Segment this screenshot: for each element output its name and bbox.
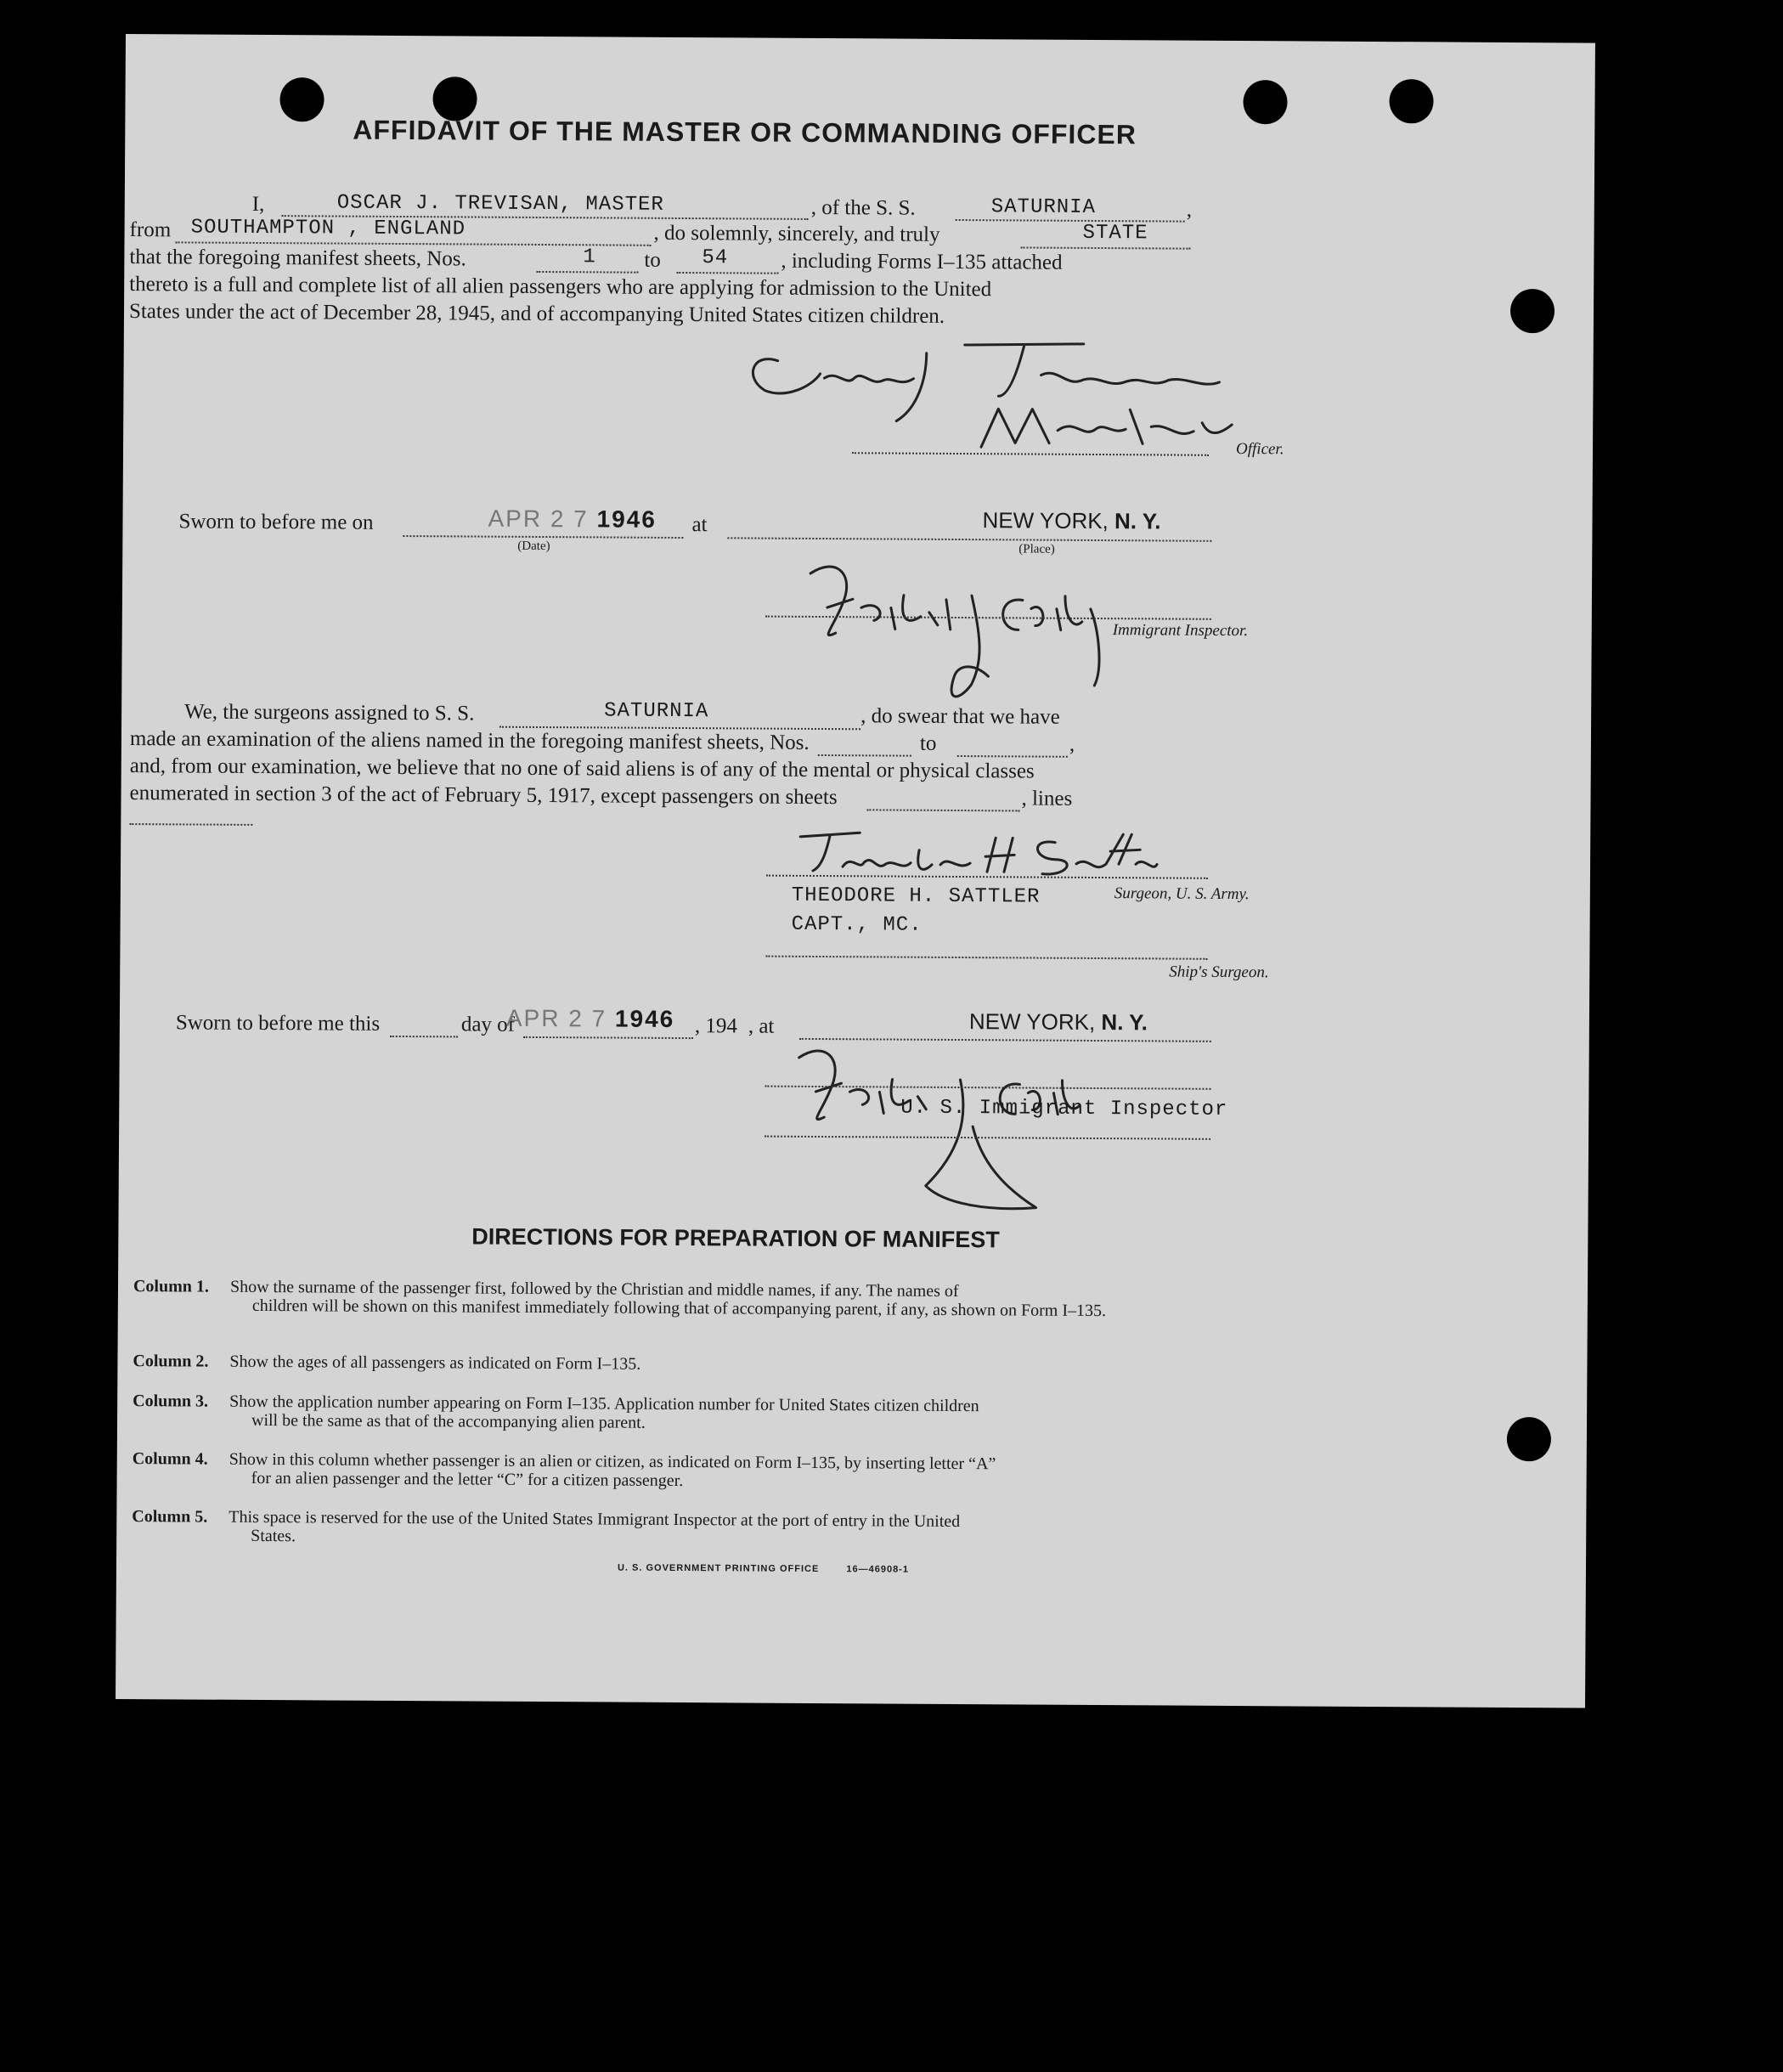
column-4-rest: for an alien passenger and the letter “C” for a citizen passenger. — [251, 1468, 684, 1491]
column-3-rest: will be the same as that of the accompanying alien parent. — [251, 1410, 646, 1432]
text-from: from — [129, 218, 172, 242]
punch-hole — [279, 77, 324, 121]
inspector-signature-2 — [789, 1032, 1155, 1222]
text-examination: made an examination of the aliens named in the foregoing manifest sheets, Nos. — [129, 727, 810, 754]
place-stamp-2-state: N. Y. — [1101, 1009, 1148, 1036]
sheet-from-field: 1 — [583, 246, 596, 269]
text-i: I, — [251, 192, 265, 217]
text-no-one-aliens: and, from our examination, we believe that no one of said aliens is of any of the mental or physical classes — [129, 754, 1035, 783]
column-2-line: Show the ages of all passengers as indicated on Form I–135. — [229, 1352, 641, 1374]
punch-hole — [1243, 80, 1287, 124]
surgeon-ship-field: SATURNIA — [604, 699, 709, 724]
us-immigrant-inspector-title: U. S. Immigrant Inspector — [900, 1096, 1228, 1121]
surgeon-name: THEODORE H. SATTLER — [791, 884, 1041, 909]
officer-label: Officer. — [1235, 439, 1284, 459]
column-3-text — [229, 1392, 1215, 1436]
departure-port-field: SOUTHAMPTON , ENGLAND — [190, 216, 466, 241]
date-stamp-year: 1946 — [596, 505, 657, 533]
column-2-label: Column 2. — [133, 1352, 209, 1371]
column-5-label: Column 5. — [132, 1507, 208, 1527]
printer-imprint — [618, 1563, 909, 1575]
ships-surgeon-label: Ship's Surgeon. — [1169, 963, 1269, 982]
date-stamp-2 — [506, 1005, 675, 1033]
master-signature — [743, 326, 1288, 457]
text-to-2: to — [919, 731, 937, 755]
sworn-before-me-on: Sworn to before me on — [178, 510, 374, 534]
text-act-1945: States under the act of December 28, 1945, and of accompanying United States citizen children. — [128, 300, 945, 328]
column-1-rest: children will be shown on this manifest immediately following that of accompanying parent, if any, as shown on Form I–135. — [251, 1296, 1107, 1321]
place-stamp-2 — [969, 1008, 1148, 1036]
text-solemnly: , do solemnly, sincerely, and truly — [653, 221, 940, 246]
column-4-line: Show in this column whether passenger is an alien or citizen, as indicated on Form I–135, by inserting letter “A” — [229, 1449, 996, 1474]
affidavit-title: AFFIDAVIT OF THE MASTER OR COMMANDING OFFICER — [353, 114, 1137, 150]
text-comma: , — [1186, 198, 1193, 222]
date-caption: (Date) — [517, 539, 550, 554]
text-manifest-sheets: that the foregoing manifest sheets, Nos. — [129, 246, 466, 271]
text-lines: , lines — [1021, 787, 1073, 810]
column-5-line: This space is reserved for the use of the United States Immigrant Inspector at the port of entry in the United — [229, 1507, 961, 1532]
text-surgeons-assigned: We, the surgeons assigned to S. S. — [184, 700, 475, 725]
printer-code: 16—46908-1 — [846, 1564, 910, 1575]
sworn-before-me-this: Sworn to before me this — [175, 1011, 381, 1036]
text-do-swear: , do swear that we have — [860, 704, 1060, 729]
text-section-3: enumerated in section 3 of the act of February 5, 1917, except passengers on sheets — [129, 782, 838, 810]
master-ship-field: SATURNIA — [990, 195, 1097, 219]
inspector-signature-1 — [801, 548, 1159, 712]
column-1-line: Show the surname of the passenger first, followed by the Christian and middle names, if any. The names of — [229, 1277, 959, 1301]
text-full-list: thereto is a full and complete list of all alien passengers who are applying for admission to the United — [129, 273, 992, 302]
column-1-text — [230, 1278, 1216, 1321]
column-3-line: Show the application number appearing on Form I–135. Application number for United States citizen children — [229, 1392, 979, 1416]
punch-hole — [1389, 79, 1433, 123]
place-stamp-1 — [982, 507, 1160, 534]
place-stamp-2-city: NEW YORK, — [968, 1008, 1096, 1035]
text-comma-2: , — [1069, 732, 1075, 756]
date-stamp-2-year: 1946 — [614, 1005, 675, 1032]
manifest-affidavit-page — [116, 34, 1595, 1708]
sheet-to-field: 54 — [702, 246, 729, 270]
column-4-text — [229, 1450, 1215, 1493]
surgeon-rank: CAPT., MC. — [791, 912, 923, 937]
text-day-of: day of — [460, 1013, 516, 1036]
text-at: at — [691, 513, 708, 537]
text-year-194: , 194 — [694, 1014, 737, 1038]
punch-hole — [1510, 289, 1554, 333]
column-3-label: Column 3. — [133, 1392, 209, 1411]
surgeon-us-army-label: Surgeon, U. S. Army. — [1114, 884, 1250, 904]
place-stamp-city: NEW YORK, — [982, 507, 1109, 534]
column-1-label: Column 1. — [133, 1277, 209, 1296]
directions-heading: DIRECTIONS FOR PREPARATION OF MANIFEST — [471, 1223, 1000, 1253]
oath-word-field: STATE — [1082, 221, 1148, 246]
text-including-forms: , including Forms I–135 attached — [781, 249, 1063, 274]
date-stamp-2-month-day: APR 2 7 — [505, 1004, 616, 1032]
punch-hole — [1507, 1417, 1551, 1461]
text-at-2: , at — [748, 1014, 775, 1038]
surgeon-signature — [783, 820, 1157, 882]
place-caption: (Place) — [1018, 542, 1055, 556]
text-of-ss: , of the S. S. — [810, 195, 916, 220]
place-stamp-state: N. Y. — [1114, 508, 1161, 534]
text-to: to — [644, 248, 661, 272]
column-5-text — [229, 1508, 1214, 1551]
printer-office: U. S. GOVERNMENT PRINTING OFFICE — [617, 1562, 820, 1575]
master-name-field: OSCAR J. TREVISAN, MASTER — [336, 191, 664, 217]
column-4-label: Column 4. — [132, 1449, 208, 1469]
immigrant-inspector-label: Immigrant Inspector. — [1112, 621, 1249, 641]
column-2-text — [229, 1352, 1215, 1377]
column-5-rest: States. — [251, 1526, 296, 1546]
date-stamp-1 — [488, 505, 657, 534]
date-stamp-month-day: APR 2 7 — [488, 505, 597, 533]
